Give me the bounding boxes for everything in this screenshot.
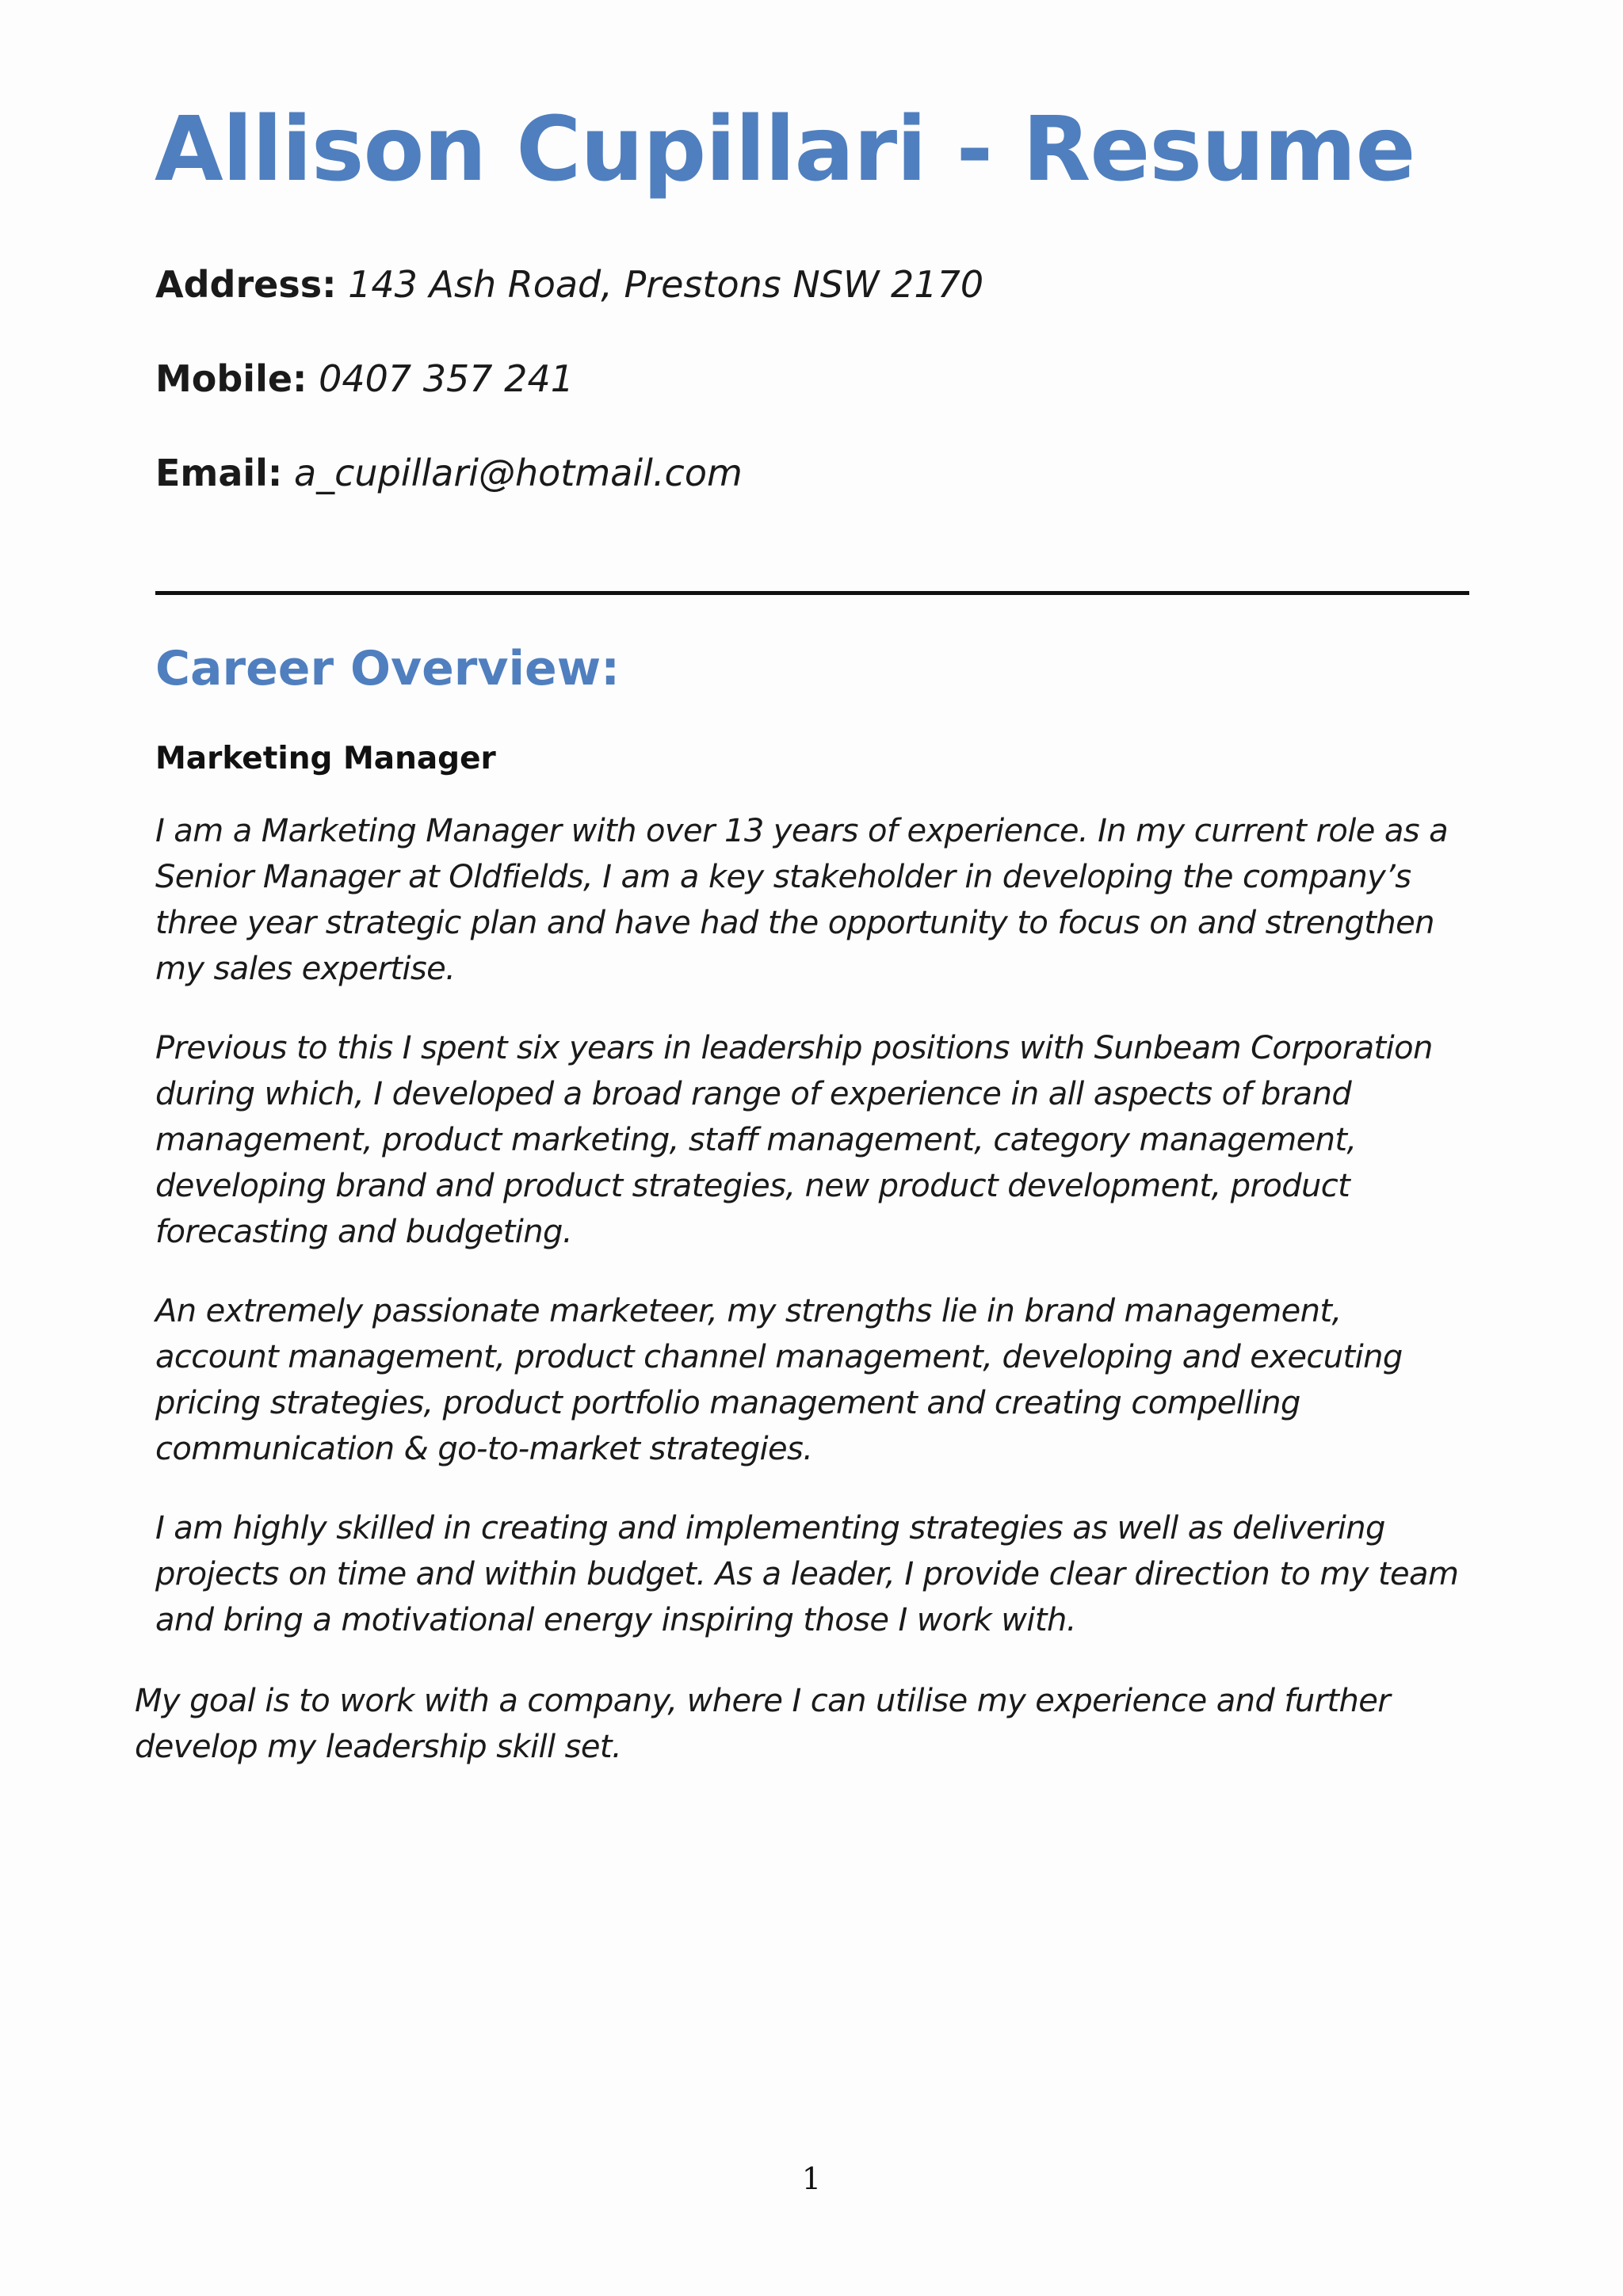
page-title: Allison Cupillari - Resume: [155, 98, 1415, 201]
overview-paragraph-4: I am highly skilled in creating and implementing strategies as well as delivering projects on time and within budget. As a leader, I provide clear direction to my team and bring a motivational energy inspiring those I work with.: [155, 1510, 1459, 1638]
email-line: [155, 452, 743, 495]
horizontal-divider: [155, 591, 1469, 595]
overview-paragraph-5: My goal is to work with a company, where I can utilise my experience and further develop my leadership skill set.: [135, 1683, 1391, 1765]
address-label: Address:: [155, 263, 337, 306]
overview-paragraph-1: I am a Marketing Manager with over 13 years of experience. In my current role as a Senior Manager at Oldfields, I am a key stakeholder in developing the company’s three year strategic plan and have had the opportunity to focus on and strengthen my sales expertise.: [155, 813, 1449, 987]
mobile-label: Mobile:: [155, 357, 307, 400]
mobile-line: [155, 357, 574, 401]
page-number: 1: [801, 2161, 822, 2196]
mobile-value: 0407 357 241: [319, 357, 574, 400]
overview-paragraph-2: Previous to this I spent six years in leadership positions with Sunbeam Corporation during which, I developed a broad range of experience in all aspects of brand management, product marketing, staff management, category management, developing brand and product strategies, new product development, product forecasting and budgeting.: [155, 1030, 1433, 1250]
address-value: 143 Ash Road, Prestons NSW 2170: [348, 263, 984, 306]
overview-paragraph-3: An extremely passionate marketeer, my strengths lie in brand management, account management, product channel management, developing and executing pricing strategies, product portfolio management and creating compelling communication & go-to-market strategies.: [155, 1293, 1403, 1467]
career-overview-heading: Career Overview:: [155, 641, 621, 696]
email-label: Email:: [155, 452, 283, 494]
email-value: a_cupillari@hotmail.com: [293, 452, 743, 494]
role-title: Marketing Manager: [155, 741, 496, 776]
address-line: [155, 263, 983, 307]
